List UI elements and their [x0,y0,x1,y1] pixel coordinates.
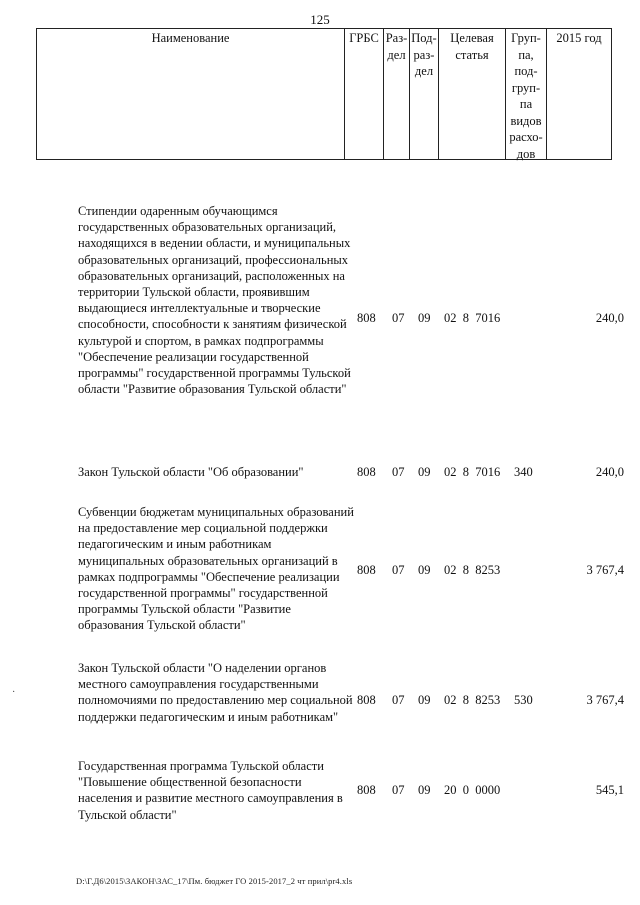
header-target-article: Целевая статья [450,31,494,62]
row-name: Государственная программа Тульской области "Повышение общественной безопасности населения и развитие местного самоуправления в Тульской области" [78,759,343,822]
row-amount: 545,1 [595,783,624,797]
row-name: Субвенции бюджетам муниципальных образований на предоставление мер социальной поддержки педагогическим и иным работникам муниципальных образовательных организаций в рамках подпрограммы "Обеспечение реализации государственной программы" государственной программы Тульской области "Развитие образования Тульской области" [78,505,354,633]
row-target-article: 02 8 7016 [444,311,501,325]
header-name: Наименование [151,31,230,45]
row-razdel: 07 [392,563,405,577]
row-grbs: 808 [357,465,376,479]
scan-speck: · [12,687,16,698]
row-grbs: 808 [357,783,376,797]
row-razdel: 07 [392,693,405,707]
row-podrazdel: 09 [418,783,431,797]
row-amount: 3 767,4 [586,563,624,577]
row-name: Стипендии одаренным обучающимся государственных образовательных организаций, находящихся в ведении области, и муниципальных образовательных организаций, профессиональных образовательных организаций, расположенных на территории Тульской области, проявившим выдающиеся интеллектуальные и творческие способности, способности к занятиям физической культурой и спортом, в рамках подпрограммы "Обеспечение реализации государственной программы" государственной программы Тульской области "Развитие образования Тульской области" [78,204,351,397]
row-name: Закон Тульской области "Об образовании" [78,465,304,479]
row-target-article: 02 8 7016 [444,465,501,479]
file-path-footer: D:\Г.Д6\2015\ЗАКОН\ЗАС_17\Пм. бюджет ГО 2015-2017_2 чт прил\pr4.xls [76,876,353,886]
row-target-article: 02 8 8253 [444,693,501,707]
header-expense-group: Груп- па, под- груп- па видов расхо- дов [509,31,543,161]
row-amount: 3 767,4 [586,693,624,707]
header-divider [546,28,547,160]
row-expense-group: 340 [514,465,533,479]
row-expense-group: 530 [514,693,533,707]
row-podrazdel: 09 [418,563,431,577]
row-podrazdel: 09 [418,465,431,479]
row-amount: 240,0 [595,311,624,325]
row-razdel: 07 [392,311,405,325]
row-podrazdel: 09 [418,693,431,707]
row-amount: 240,0 [595,465,624,479]
row-grbs: 808 [357,693,376,707]
row-razdel: 07 [392,783,405,797]
header-divider [344,28,345,160]
row-grbs: 808 [357,311,376,325]
header-grbs: ГРБС [349,31,379,45]
page-number: 125 [310,12,330,27]
row-target-article: 02 8 8253 [444,563,501,577]
row-razdel: 07 [392,465,405,479]
row-grbs: 808 [357,563,376,577]
row-podrazdel: 09 [418,311,431,325]
header-razdel: Раз- дел [385,31,408,62]
header-podrazdel: Под- раз- дел [411,31,437,78]
row-target-article: 20 0 0000 [444,783,501,797]
header-year: 2015 год [556,31,602,45]
row-name: Закон Тульской области "О наделении органов местного самоуправления государственными полномочиями по предоставлению мер социальной поддержки педагогическим и иным работникам" [78,661,353,724]
